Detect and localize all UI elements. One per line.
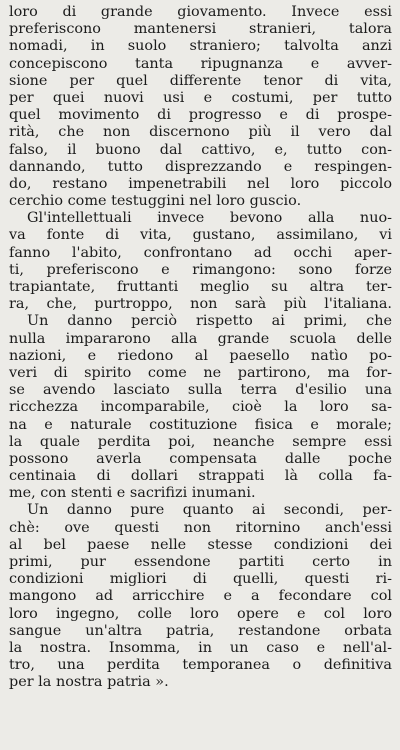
text-line: nulla impararono alla grande scuola delle (9, 330, 392, 347)
text-line: centinaia di dollari strappati là colla fa- (9, 468, 392, 485)
text-line: per quei nuovi usi e costumi, per tutto (9, 89, 392, 106)
text-line: ra, che, purtroppo, non sarà più l'italiana. (9, 296, 392, 313)
paragraph-4 (9, 502, 392, 691)
text-line: la quale perdita poi, neanche sempre essi (9, 433, 392, 450)
text-line: nomadi, in suolo straniero; talvolta anzi (9, 38, 392, 55)
text-line: la nostra. Insomma, in un caso e nell'al- (9, 639, 392, 656)
text-line: va fonte di vita, gustano, assimilano, vi (9, 227, 392, 244)
text-line: sangue un'altra patria, restandone orbata (9, 622, 392, 639)
text-line: ti, preferiscono e rimangono: sono forze (9, 261, 392, 278)
text-line: Un danno perciò rispetto ai primi, che (27, 313, 392, 330)
text-line: tro, una perdita temporanea o definitiva (9, 657, 392, 674)
paragraph-2 (9, 210, 392, 313)
text-line: mangono ad arricchire e a fecondare col (9, 588, 392, 605)
text-line: cerchio come testuggini nel loro guscio. (9, 193, 302, 210)
text-line: chè: ove questi non ritornino anch'essi (9, 519, 392, 536)
text-line: dannando, tutto disprezzando e respingen- (9, 158, 392, 175)
text-line: Gl'intellettuali invece bevono alla nuo- (27, 210, 392, 227)
text-line: loro ingegno, colle loro opere e col loro (9, 605, 392, 622)
text-line: preferiscono mantenersi stranieri, talora (9, 21, 392, 38)
text-line: do, restano impenetrabili nel loro piccolo (9, 175, 392, 192)
text-line: condizioni migliori di quelli, questi ri- (9, 571, 392, 588)
text-line: falso, il buono dal cattivo, e, tutto con- (9, 141, 392, 158)
text-line: ricchezza incomparabile, cioè la loro sa- (9, 399, 392, 416)
text-line: concepiscono tanta ripugnanza e avver- (9, 55, 392, 72)
text-line: primi, pur essendone partiti certo in (9, 554, 392, 570)
text-line: quel movimento di progresso e di prospe- (9, 107, 392, 124)
paragraph-1 (9, 4, 392, 210)
text-line: se avendo lasciato sulla terra d'esilio una (9, 382, 392, 399)
text-line: na e naturale costituzione fisica e morale; (9, 416, 392, 433)
text-line: sione per quel differente tenor di vita, (9, 72, 392, 89)
text-line: nazioni, e riedono al paesello natìo po- (9, 347, 392, 364)
text-line: possono averla compensata dalle poche (9, 450, 392, 467)
text-line: me, con stenti e sacrifizi inumani. (9, 485, 256, 502)
text-line: rità, che non discernono più il vero dal (9, 124, 392, 141)
text-line: Un danno pure quanto ai secondi, per- (27, 502, 392, 519)
paragraph-3 (9, 313, 392, 502)
text-line: veri di spirito come ne partirono, ma for- (9, 364, 392, 381)
text-line: trapiantate, fruttanti meglio su altra ter- (9, 279, 392, 295)
text-line: fanno l'abito, confrontano ad occhi aper- (9, 244, 392, 261)
text-line: per la nostra patria ». (9, 674, 169, 691)
text-line: loro di grande giovamento. Invece essi (9, 4, 392, 20)
text-line: al bel paese nelle stesse condizioni dei (9, 536, 392, 553)
